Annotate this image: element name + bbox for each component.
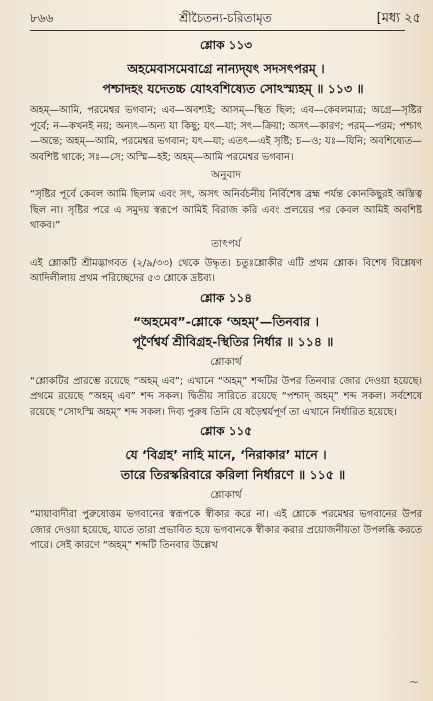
verse-113-line-2: পশ্চাদহং যদেতচ্চ যোঽবশিষ্যেত সোঽস্ম্যহম্‌ ॥ ১১৩ ॥	[102, 81, 364, 96]
verse-115-line-1: যে ‘বিগ্রহ’ নাহি মানে, ‘নিরাকার’ মানে ।	[125, 447, 327, 462]
verse-115-heading: শ্লোক ১১৫	[199, 424, 253, 438]
verse-114-text	[30, 312, 422, 352]
verse-114-line-2: পূর্ণৈশ্বর্য শ্রীবিগ্রহ-স্থিতির নির্ধার ॥ ১১৪ ॥	[132, 333, 334, 349]
verse-114-meaning: “শ্লোকটির প্রারম্ভে রয়েছে “অহম্‌ এব”; এখানে “অহম্‌” শব্দটির উপর তিনবার জোর দেওয়া হয়েছে। প্রথমে রয়েছে “অহম্‌ এব” শব্দ সকল। দ্বিতীয় সারিতে রয়েছে “পশ্চাদ্‌ অহম্‌” শব্দ সকল। সর্বশেষে রয়েছে “সোঽস্মি অহম্‌” শব্দ সকল। দিব্য পুরুষ তিনি যে ষড়ৈশ্বর্যপূর্ণ তা এখানে নির্ধারিত হয়েছে।	[30, 375, 422, 418]
verse-113-purport: এই শ্লোকটি শ্রীমদ্ভাগবত (২/৯/৩৩) থেকে উদ্ধৃত। চতুঃশ্লোকীর এটি প্রথম শ্লোক। বিশেষ বিশ্লেষণ আদিলীলায় প্রথম পরিচ্ছেদের ৫৩ শ্লোকে দ্রষ্টব্য।	[30, 257, 422, 284]
page-content	[30, 34, 422, 557]
page-number: ৮৬৬	[30, 11, 54, 25]
verse-115-line-2: তারে তিরস্করিবারে করিলা নির্ধারণে ॥ ১১৫ ॥	[120, 467, 346, 482]
verse-115-meaning: “মায়াবাদীরা পুরুষোত্তম ভগবানের স্বরূপকে স্বীকার করে না। এই শ্লোকে পরমেশ্বর ভগবানের উপর জোর দেওয়া হয়েছে, যাতে তারা প্রভাবিত হয়ে ভগবানকে স্বীকার করার প্রয়োজনীয়তা উপলব্ধি করতে পারে। সেই কারণে “অহম্‌” শব্দটি তিনবার উল্লেখ	[30, 509, 422, 551]
verse-114-heading: শ্লোক ১১৪	[199, 290, 253, 305]
verse-114-meaning-label: শ্লোকার্থ	[210, 355, 242, 368]
verse-115-text	[30, 445, 422, 485]
verse-113-heading: শ্লোক ১১৩	[199, 38, 253, 52]
verse-113-purport-label: তাৎপর্য	[211, 237, 241, 250]
header-rule	[30, 30, 405, 31]
verse-113-translation: “সৃষ্টির পূর্বে কেবল আমি ছিলাম এবং সৎ, অসৎ অনির্বচনীয় নির্বিশেষ ব্রহ্ম পর্যন্ত কোনকিছুরই অস্তিত্ব ছিল না। সৃষ্টির পরে এ সমুদয় স্বরূপে আমিই বিরাজ করি এবং প্রলয়ের পর কেবল আমিই অবশিষ্ট থাকব।”	[30, 189, 422, 231]
verse-115-meaning-label: শ্লোকার্থ	[210, 489, 242, 501]
page-header	[30, 8, 421, 28]
corner-ink-mark: ~	[408, 675, 419, 689]
running-title: শ্রীচৈতন্য-চরিতামৃত	[179, 11, 272, 25]
verse-113-synonyms: অহম্‌—আমি, পরমেশ্বর ভগবান; এব—অবশ্যই; আসম্‌—স্থিত ছিল; এব—কেবলমাত্র; অগ্রে—সৃষ্টির পূর্বে; ন—কখনই নয়; অন্যৎ—অন্য যা কিছু; যৎ—যা; সৎ—ক্রিয়া; অসৎ—কারণ; পরম্‌—পরম; পশ্চাৎ—অন্তে; অহম্‌—আমি, পরমেশ্বর ভগবান; যৎ—যা; এতৎ—এই সৃষ্টি; চ—ও; যঃ—যিনি; অবশিষ্যেত—অবশিষ্ট থাকে; সঃ—সে; অস্মি—হই; অহম্‌—আমি পরমেশ্বর ভগবান।	[30, 105, 422, 163]
verse-114-line-1: “অহমেব”-শ্লোকে ‘অহম্‌’—তিনবার ।	[133, 313, 319, 329]
verse-113-translation-label: অনুবাদ	[211, 169, 241, 181]
verse-113-text	[30, 59, 422, 99]
section-marker: [মধ্য ২৫	[376, 11, 421, 26]
verse-113-line-1: অহমেবাসমেবাগ্রে নান্যদ্‌যৎ সদসৎপরম্‌ ।	[127, 61, 325, 76]
